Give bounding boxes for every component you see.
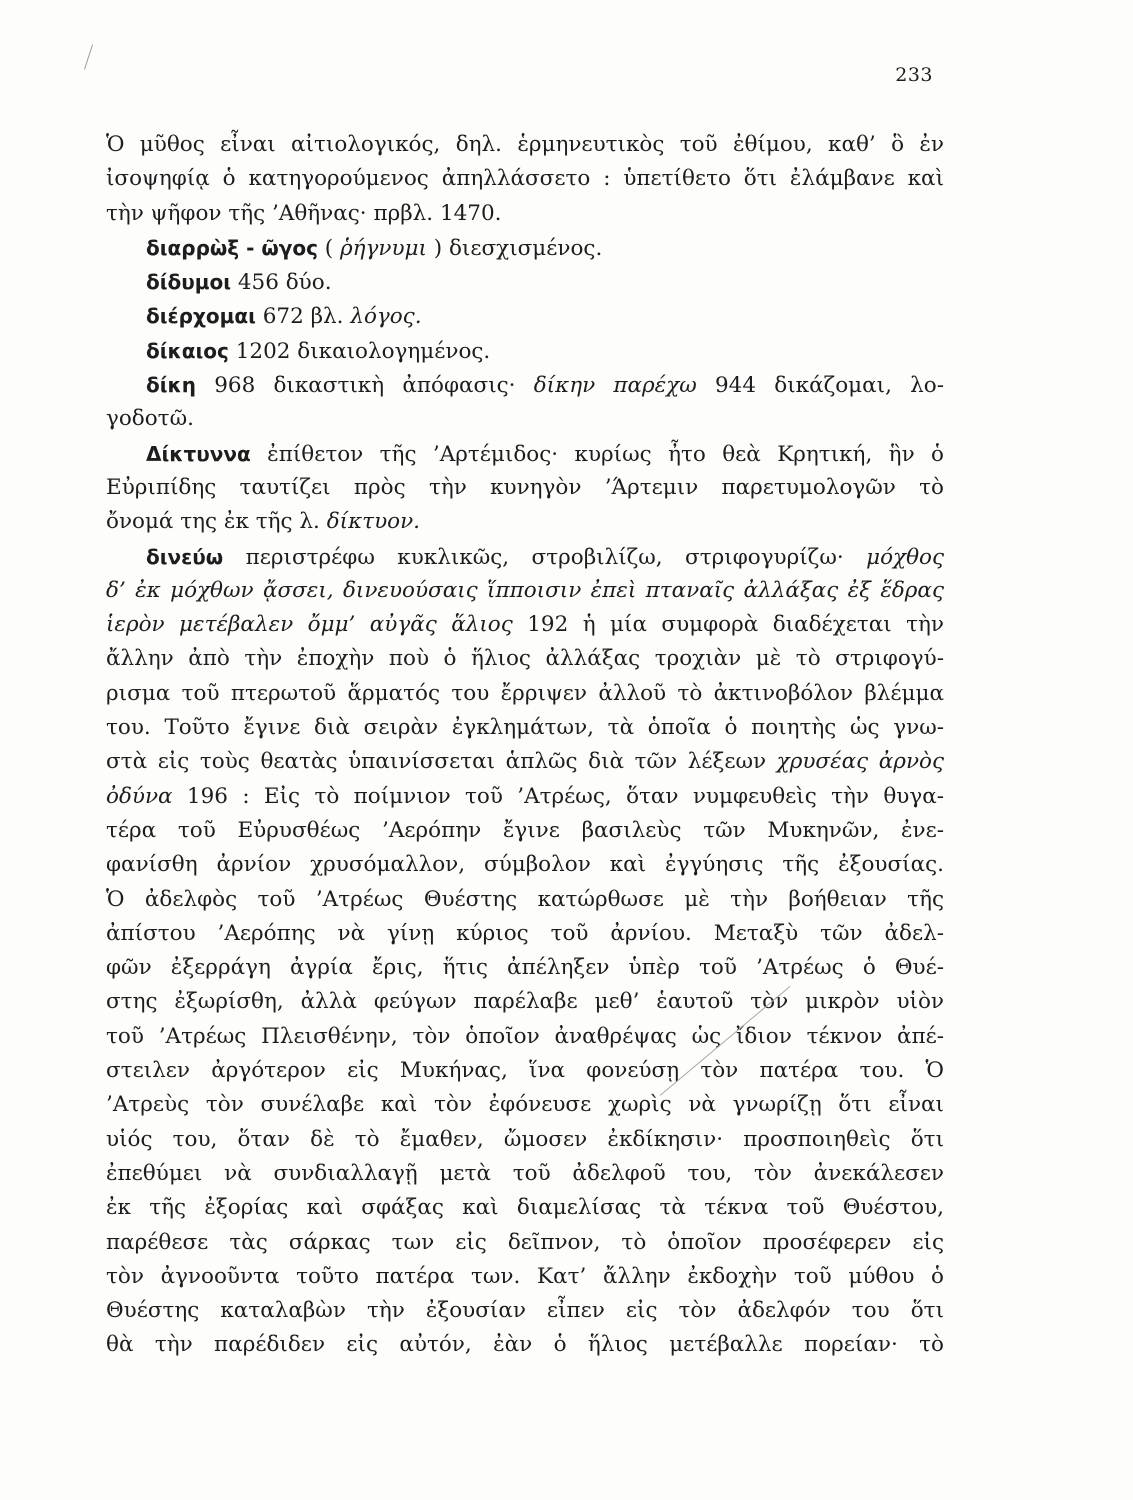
text-line [106, 299, 944, 333]
text-line [106, 368, 944, 402]
headword: Δίκτυννα [146, 441, 251, 466]
italic-phrase: ἱερὸν μετέβαλεν ὄμμ’ αὐγᾶς ἅλιος [106, 612, 513, 638]
text-segment: ἐπίθετον τῆς ’Αρτέμιδος· κυρίως ἦτο θεὰ Κρητική, ἣν ὁ [250, 441, 944, 467]
headword: δινεύω [146, 544, 224, 569]
italic-phrase: δίκην παρέχω [533, 373, 697, 399]
text-line [106, 505, 944, 539]
headword: διέρχομαι [146, 304, 256, 329]
text-segment: τοῦ ’Ατρέως Πλεισθένην, τὸν ὁποῖον ἀναθρέψας ὡς ἴδιον τέκνον ἀπέ- [106, 1023, 944, 1049]
text-segment: τὸν ἀγνοοῦντα τοῦτο πατέρα των. Κατ’ ἄλλην ἐκδοχὴν τοῦ μύθου ὁ [106, 1263, 944, 1289]
text-segment: ἐκ τῆς ἐξορίας καὶ σφάξας καὶ διαμελίσας τὰ τέκνα τοῦ Θυέστου, [106, 1195, 944, 1221]
text-segment: 196 : Εἰς τὸ ποίμνιον τοῦ ’Ατρέως, ὅταν νυμφευθεὶς τὴν θυγα- [172, 783, 944, 809]
text-segment: στὰ εἰς τοὺς θεατὰς ὑπαινίσσεται ἁπλῶς διὰ τῶν λέξεων [106, 749, 777, 775]
text-line [106, 608, 944, 642]
text-segment: ἐπεθύμει νὰ συνδιαλλαγῇ μετὰ τοῦ ἀδελφοῦ του, τὸν ἀνεκάλεσεν [106, 1160, 944, 1186]
text-line [106, 1123, 944, 1157]
text-segment: ἰσοψηφίᾳ ὁ κατηγορούμενος ἀπηλλάσσετο : ὑπετίθετο ὅτι ἐλάμβανε καὶ [106, 166, 944, 192]
text-line [106, 1226, 944, 1260]
text-line [106, 951, 944, 985]
text-segment: ’Ατρεὺς τὸν συνέλαβε καὶ τὸν ἐφόνευσε χωρὶς νὰ γνωρίζῃ ὅτι εἶναι [106, 1092, 944, 1118]
text-segment: 968 δικαστικὴ ἀπόφασις· [195, 373, 534, 399]
text-segment: ἄλλην ἀπὸ τὴν ἐποχὴν ποὺ ὁ ἥλιος ἀλλάξας τροχιὰν μὲ τὸ στριφογύ- [106, 646, 944, 672]
text-segment: παρέθεσε τὰς σάρκας των εἰς δεῖπνον, τὸ ὁποῖον προσέφερεν εἰς [106, 1229, 944, 1255]
text-line [106, 128, 944, 162]
text-line [106, 1260, 944, 1294]
text-line [106, 1054, 944, 1088]
page-number: 233 [895, 64, 933, 86]
text-segment: 944 δικάζομαι, λο- [696, 373, 944, 399]
text-segment: του. Τοῦτο ἔγινε διὰ σειρὰν ἐγκλημάτων, τὰ ὁποῖα ὁ ποιητὴς ὡς γνω- [106, 715, 944, 741]
margin-pencil-mark [84, 44, 93, 69]
text-line [106, 471, 944, 505]
text-line [106, 745, 944, 779]
text-segment: στης ἐξωρίσθη, ἀλλὰ φεύγων παρέλαβε μεθ’ ἑαυτοῦ τὸν μικρὸν υἱὸν [106, 989, 944, 1015]
italic-phrase: χρυσέας ἀρνὸς [776, 749, 944, 775]
text-line [106, 677, 944, 711]
text-line [106, 1191, 944, 1225]
text-segment: Εὐριπίδης ταυτίζει πρὸς τὴν κυνηγὸν ’Άρτεμιν παρετυμολογῶν τὸ [106, 474, 944, 500]
text-line [106, 1294, 944, 1328]
text-line [106, 231, 944, 265]
text-line [106, 265, 944, 299]
text-line [106, 402, 944, 436]
text-line [106, 1020, 944, 1054]
text-segment: τὴν ψῆφον τῆς ’Αθῆνας· πρβλ. 1470. [106, 200, 502, 226]
text-segment: υἱός του, ὅταν δὲ τὸ ἔμαθεν, ὤμοσεν ἐκδίκησιν· προσποιηθεὶς ὅτι [106, 1126, 944, 1152]
text-segment: ρισμα τοῦ πτερωτοῦ ἅρματός του ἔρριψεν ἀλλοῦ τὸ ἀκτινοβόλον βλέμμα [106, 680, 944, 706]
italic-phrase: δίκτυον. [326, 509, 420, 535]
body-text [106, 128, 944, 1363]
text-segment: Θυέστης καταλαβὼν τὴν ἐξουσίαν εἶπεν εἰς τὸν ἀδελφόν του ὅτι [106, 1298, 944, 1324]
text-line [106, 780, 944, 814]
text-segment: Ὁ μῦθος εἶναι αἰτιολογικός, δηλ. ἑρμηνευτικὸς τοῦ ἐθίμου, καθ’ ὃ ἐν [106, 132, 944, 157]
text-segment: 456 δύο. [231, 270, 332, 296]
text-segment: γοδοτῶ. [106, 406, 194, 432]
text-segment: ) διεσχισμένος. [426, 235, 603, 261]
text-segment: φανίσθη ἀρνίον χρυσόμαλλον, σύμβολον καὶ ἐγγύησις τῆς ἐξουσίας. [106, 852, 944, 878]
text-segment: 672 βλ. [255, 304, 351, 330]
text-line [106, 883, 944, 917]
text-line [106, 642, 944, 676]
text-segment: ἀπίστου ’Αερόπης νὰ γίνῃ κύριος τοῦ ἀρνίου. Μεταξὺ τῶν ἀδελ- [106, 920, 944, 946]
text-line [106, 917, 944, 951]
text-line [106, 985, 944, 1019]
text-line [106, 437, 944, 471]
text-segment: φῶν ἐξερράγη ἀγρία ἔρις, ἥτις ἀπέληξεν ὑπὲρ τοῦ ’Ατρέως ὁ Θυέ- [106, 955, 944, 981]
text-segment: περιστρέφω κυκλικῶς, στροβιλίζω, στριφογυρίζω· [223, 544, 867, 570]
text-segment: ( [317, 235, 340, 261]
text-line [106, 814, 944, 848]
text-line [106, 574, 944, 608]
italic-phrase: δ’ ἐκ μόχθων ᾄσσει, δινευούσαις ἵπποισιν ἐπεὶ πταναῖς ἀλλάξας ἐξ ἕδρας [106, 577, 944, 603]
italic-phrase: ῥήγνυμι [340, 235, 427, 261]
headword: δίκαιος [146, 338, 229, 363]
headword: διαρρὼξ - ῶγος [146, 235, 318, 260]
text-line [106, 1088, 944, 1122]
text-segment: τέρα τοῦ Εὐρυσθέως ’Αερόπην ἔγινε βασιλεὺς τῶν Μυκηνῶν, ἐνε- [106, 817, 944, 843]
text-line [106, 1157, 944, 1191]
headword: δίκη [146, 373, 196, 398]
text-segment: θὰ τὴν παρέδιδεν εἰς αὐτόν, ἐὰν ὁ ἥλιος μετέβαλλε πορείαν· τὸ [106, 1332, 944, 1358]
text-segment: ὄνομά της ἐκ τῆς λ. [106, 509, 327, 535]
headword: δίδυμοι [146, 270, 232, 295]
text-segment: 1202 δικαιολογημένος. [228, 338, 491, 364]
text-line [106, 162, 944, 196]
text-line [106, 711, 944, 745]
text-segment: στειλεν ἀργότερον εἰς Μυκήνας, ἵνα φονεύσῃ τὸν πατέρα του. Ὁ [106, 1058, 944, 1084]
text-segment: 192 ἡ μία συμφορὰ διαδέχεται τὴν [512, 612, 944, 638]
text-segment: Ὁ ἀδελφὸς τοῦ ’Ατρέως Θυέστης κατώρθωσε μὲ τὴν βοήθειαν τῆς [106, 886, 944, 912]
text-line [106, 848, 944, 882]
italic-phrase: μόχθος [866, 544, 944, 570]
text-line [106, 540, 944, 574]
italic-phrase: λόγος. [350, 304, 422, 330]
italic-phrase: ὀδύνα [106, 783, 173, 809]
text-line [106, 1328, 944, 1362]
text-line [106, 334, 944, 368]
text-line [106, 197, 944, 231]
